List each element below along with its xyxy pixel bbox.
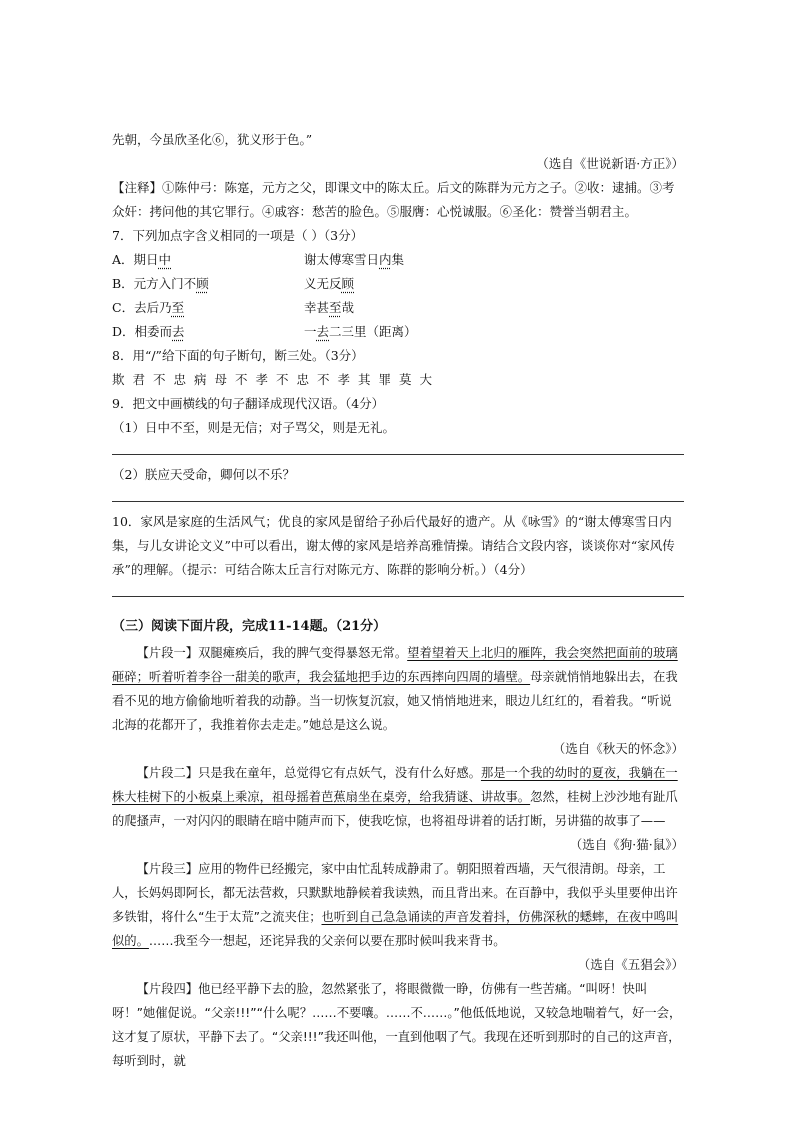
source-citation-4: （选自《五猖会》）: [577, 957, 684, 972]
answer-line[interactable]: [112, 582, 684, 597]
answer-line[interactable]: [112, 440, 684, 455]
fragment-2: 【片段二】只是我在童年，总觉得它有点妖气，没有什么好感。那是一个我的幼时的夏夜，我躺在一株大桂树下的小板桌上乘凉，祖母摇着芭蕉扇坐在桌旁，给我猜谜、讲故事。忽然，桂树上沙沙地有趾爪的爬搔声，一对闪闪的眼睛在暗中随声而下，使我吃惊，也将祖母讲着的话打断，另讲猫的故事了——: [112, 766, 678, 828]
source-citation-2: （选自《秋天的怀念》）: [552, 741, 684, 756]
section-3-heading: （三）阅读下面片段，完成11-14题。（21分）: [112, 619, 387, 634]
fragment-4: 【片段四】他已经平静下去的脸，忽然紧张了，将眼微微一睁，仿佛有一些苦痛。“叫呀！快叫呀！”她催促说。“父亲!!!”“什么呢？……不要嚷。……不……。”他低低地说，又较急地喘着气，好一会，这才复了原状，平静下去了。“父亲!!!”我还叫他，一直到他咽了气。我现在还听到那时的自己的这声音，每听到时，就: [112, 982, 682, 1068]
question-9: 9．把文中画横线的句子翻译成现代汉语。（4分）: [112, 396, 385, 411]
passage-last-line: 先朝，今虽欣圣化⑥，犹义形于色。”: [112, 132, 313, 147]
answer-line[interactable]: [112, 487, 684, 502]
question-10: 10．家风是家庭的生活风气；优良的家风是留给子孙后代最好的遗产。从《咏雪》的“谢太傅寒雪日内集，与儿女讲论文义”中可以看出，谢太傅的家风是培养高雅情操。请结合文段内容，谈谈你对“家风传承”的理解。（提示：可结合陈太丘言行对陈元方、陈群的影响分析。）（4分）: [112, 514, 675, 577]
option-d: D．相委而去 一去二三里（距离）: [112, 324, 417, 339]
question-9-part-2: （2）朕应天受命，卿何以不乐？: [112, 467, 295, 482]
underlined-sentence: 也听到自己急急诵读的声音发着抖，仿佛深秋的蟋蟀，在夜中鸣叫似的。: [112, 910, 679, 948]
option-a: A．期日中 谢太傅寒雪日内集: [112, 252, 405, 267]
annotation-notes: 【注释】①陈仲弓：陈寔，元方之父，即课文中的陈太丘。后文的陈群为元方之子。②收：逮捕。③考众奸：拷问他的其它罪行。④戚容：愁苦的脸色。⑤服膺：心悦诚服。⑥圣化：赞誉当朝君主。: [112, 180, 675, 219]
underlined-sentence: 望着望着天上北归的雁阵，我会突然把面前的玻璃砸碎；听着听着李谷一甜美的歌声，我会猛地把手边的东西摔向四周的墙壁。: [112, 646, 678, 684]
underlined-sentence: 那是一个我的幼时的夏夜，我躺在一株大桂树下的小板桌上乘凉，祖母摇着芭蕉扇坐在桌旁，给我猜谜、讲故事。: [112, 766, 678, 804]
option-c: C．去后乃至 幸甚至哉: [112, 300, 355, 315]
question-9-part-1: （1）日中不至，则是无信；对子骂父，则是无礼。: [112, 420, 395, 435]
option-b: B．元方入门不顾 义无反顾: [112, 276, 355, 291]
fragment-3: 【片段三】应用的物件已经搬完，家中由忙乱转成静肃了。朝阳照着西墙，天气很清朗。母亲，工人，长妈妈即阿长，都无法营救，只默默地静候着我读熟，而且背出来。在百静中，我似乎头里要伸出许多铁钳，将什么“生于太荒”之流夹住；也听到自己急急诵读的声音发着抖，仿佛深秋的蟋蟀，在夜中鸣叫似的。……我至今一想起，还诧异我的父亲何以要在那时候叫我来背书。: [112, 862, 679, 948]
fragment-1: 【片段一】双腿瘫痪后，我的脾气变得暴怒无常。望着望着天上北归的雁阵，我会突然把面前的玻璃砸碎；听着听着李谷一甜美的歌声，我会猛地把手边的东西摔向四周的墙壁。母亲就悄悄地躲出去，在我看不见的地方偷偷地听着我的动静。当一切恢复沉寂，她又悄悄地进来，眼边儿红红的，看着我。“听说北海的花都开了，我推着你去走走。”她总是这么说。: [112, 646, 678, 732]
question-8-sentence: 欺君不忠病母不孝不忠不孝其罪莫大: [112, 372, 441, 387]
source-citation-1: （选自《世说新语·方正》）: [536, 156, 684, 171]
question-8: 8．用“/”给下面的句子断句，断三处。（3分）: [112, 348, 364, 363]
question-7-options: [112, 248, 684, 344]
source-citation-3: （选自《狗·猫·鼠》）: [569, 837, 684, 852]
question-7: 7．下列加点字含义相同的一项是（ ）（3分）: [112, 228, 364, 243]
